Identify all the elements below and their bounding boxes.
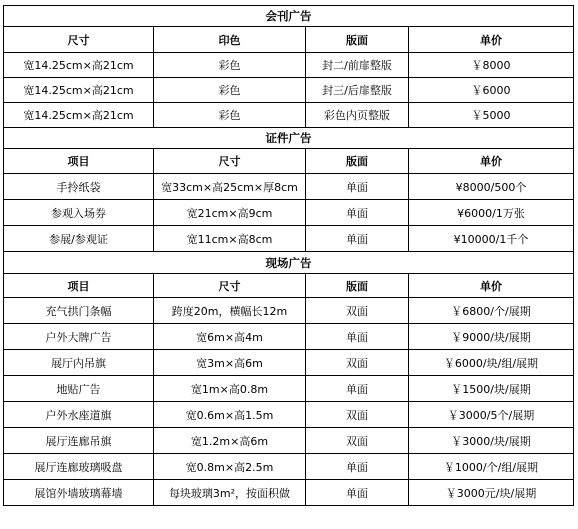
table-cell: 宽33cm×高25cm×厚8cm (154, 174, 306, 200)
table-row (4, 454, 574, 480)
table-cell: 双面 (306, 350, 409, 376)
table-cell: ¥8000/500个 (409, 174, 574, 200)
table-row (4, 53, 574, 78)
table-cell: 宽14.25cm×高21cm (4, 78, 154, 103)
table-cell: 单面 (306, 480, 409, 506)
table-cell: ￥5000 (409, 103, 574, 128)
table-row (4, 350, 574, 376)
table-cell: ￥3000元/块/展期 (409, 480, 574, 506)
column-header: 版面 (306, 27, 409, 53)
table-cell: 宽0.8m×高2.5m (154, 454, 306, 480)
table-cell: 彩色 (154, 103, 306, 128)
table-cell: 宽14.25cm×高21cm (4, 53, 154, 78)
table-cell: 封二/前扉整版 (306, 53, 409, 78)
table-cell: 宽3m×高6m (154, 350, 306, 376)
table-cell: 单面 (306, 324, 409, 350)
table-cell: ￥8000 (409, 53, 574, 78)
table-cell: 户外大牌广告 (4, 324, 154, 350)
table-cell: 彩色 (154, 53, 306, 78)
table-cell: ￥9000/块/展期 (409, 324, 574, 350)
table-row (4, 78, 574, 103)
table-cell: 展馆外墙玻璃幕墙 (4, 480, 154, 506)
table-row (4, 376, 574, 402)
table-cell: 宽1m×高0.8m (154, 376, 306, 402)
table-cell: 户外水座道旗 (4, 402, 154, 428)
table-cell: 单面 (306, 174, 409, 200)
column-header: 单价 (409, 149, 574, 174)
column-header-row (4, 274, 574, 298)
column-header: 版面 (306, 274, 409, 298)
table-row (4, 324, 574, 350)
table-cell: ￥6000 (409, 78, 574, 103)
table-cell: ￥1500/块/展期 (409, 376, 574, 402)
table-row (4, 226, 574, 252)
table-cell: 双面 (306, 298, 409, 324)
table-cell: 单面 (306, 226, 409, 252)
ad-price-table-body (4, 6, 574, 506)
table-cell: 双面 (306, 428, 409, 454)
table-cell: 单面 (306, 200, 409, 226)
table-cell: 充气拱门条幅 (4, 298, 154, 324)
column-header: 项目 (4, 274, 154, 298)
column-header: 尺寸 (154, 149, 306, 174)
table-cell: ¥10000/1千个 (409, 226, 574, 252)
table-cell: 展厅连廊吊旗 (4, 428, 154, 454)
table-row (4, 103, 574, 128)
table-cell: ￥6000/块/组/展期 (409, 350, 574, 376)
column-header: 版面 (306, 149, 409, 174)
column-header: 尺寸 (154, 274, 306, 298)
column-header: 印色 (154, 27, 306, 53)
section-title: 证件广告 (4, 128, 574, 149)
table-cell: 宽1.2m×高6m (154, 428, 306, 454)
table-cell: 宽6m×高4m (154, 324, 306, 350)
table-cell: 彩色 (154, 78, 306, 103)
section-title: 现场广告 (4, 252, 574, 274)
table-cell: 每块玻璃3m²，按面积做 (154, 480, 306, 506)
table-row (4, 174, 574, 200)
column-header-row (4, 27, 574, 53)
table-row (4, 428, 574, 454)
section-title-row (4, 6, 574, 27)
section-title: 会刊广告 (4, 6, 574, 27)
column-header: 单价 (409, 274, 574, 298)
table-cell: 宽21cm×高9cm (154, 200, 306, 226)
table-cell: 跨度20m，横幅长12m (154, 298, 306, 324)
column-header: 项目 (4, 149, 154, 174)
table-cell: 地贴广告 (4, 376, 154, 402)
table-row (4, 402, 574, 428)
table-cell: 单面 (306, 454, 409, 480)
table-cell: 手拎纸袋 (4, 174, 154, 200)
section-title-row (4, 252, 574, 274)
table-cell: ¥6000/1万张 (409, 200, 574, 226)
table-row (4, 480, 574, 506)
table-cell: 参展/参观证 (4, 226, 154, 252)
ad-price-table (3, 5, 574, 506)
table-cell: 宽0.6m×高1.5m (154, 402, 306, 428)
table-cell: 宽11cm×高8cm (154, 226, 306, 252)
table-cell: 展厅内吊旗 (4, 350, 154, 376)
table-cell: ￥3000/块/展期 (409, 428, 574, 454)
table-cell: ￥3000/5个/展期 (409, 402, 574, 428)
table-cell: ￥1000/个/组/展期 (409, 454, 574, 480)
table-cell: 彩色内页整版 (306, 103, 409, 128)
column-header: 尺寸 (4, 27, 154, 53)
table-cell: 展厅连廊玻璃吸盘 (4, 454, 154, 480)
table-cell: 双面 (306, 402, 409, 428)
column-header-row (4, 149, 574, 174)
table-cell: 宽14.25cm×高21cm (4, 103, 154, 128)
table-row (4, 298, 574, 324)
table-cell: 参观入场券 (4, 200, 154, 226)
table-cell: 单面 (306, 376, 409, 402)
table-cell: 封三/后扉整版 (306, 78, 409, 103)
table-row (4, 200, 574, 226)
table-cell: ￥6800/个/展期 (409, 298, 574, 324)
section-title-row (4, 128, 574, 149)
column-header: 单价 (409, 27, 574, 53)
